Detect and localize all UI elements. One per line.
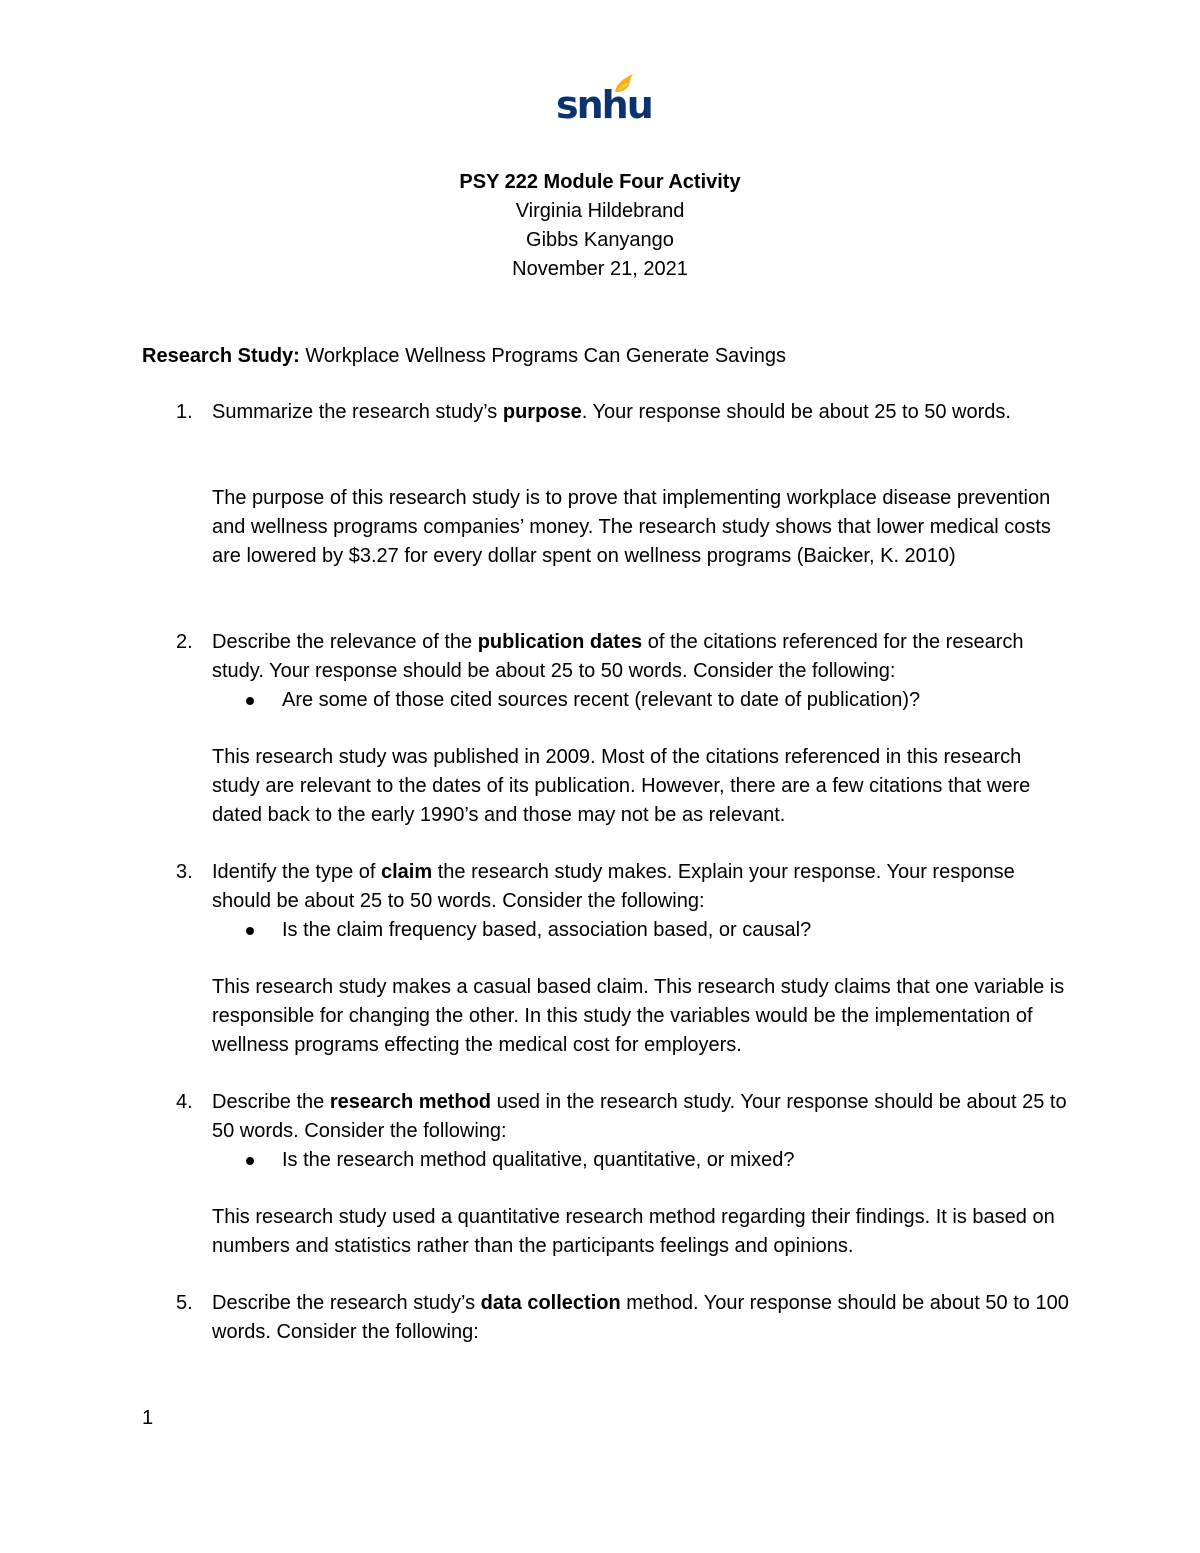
- research-study-title: Workplace Wellness Programs Can Generate Savings: [299, 345, 786, 367]
- answer-4: This research study used a quantitative research method regarding their findings. It is based on numbers and statistics rather than the participants feelings and opinions.: [212, 1206, 1055, 1257]
- question-bullet: Is the research method qualitative, quantitative, or mixed?: [282, 1146, 1072, 1175]
- question-number: 3.: [176, 861, 193, 883]
- answer-1: The purpose of this research study is to prove that implementing workplace disease prevention and wellness programs companies’ money. The research study shows that lower medical costs are lowered by $3.27 for every dollar spent on wellness programs (Baicker, K. 2010): [212, 487, 1051, 567]
- question-bullet: Are some of those cited sources recent (relevant to date of publication)?: [282, 686, 1072, 715]
- question-number: 2.: [176, 631, 193, 653]
- instructor-name: Gibbs Kanyango: [526, 229, 674, 251]
- logo-wordmark: snhu: [556, 83, 652, 127]
- question-keyword: claim: [381, 861, 433, 883]
- bullet-dot-icon: [246, 697, 254, 705]
- question-1: [142, 398, 1072, 427]
- snhu-logo: [553, 72, 652, 134]
- question-5: [142, 1289, 1072, 1347]
- question-bullet: Is the claim frequency based, association based, or causal?: [282, 916, 1072, 945]
- page-number: 1: [142, 1407, 154, 1429]
- question-keyword: publication dates: [477, 631, 643, 653]
- document-date: November 21, 2021: [512, 258, 688, 280]
- question-text: Describe the research study’s data collection method. Your response should be about 50 to 100 words. Consider the following:: [212, 1292, 1069, 1343]
- bullet-dot-icon: [246, 1157, 254, 1165]
- answer-2: This research study was published in 2009. Most of the citations referenced in this research study are relevant to the dates of its publication. However, there are a few citations that were dated back to the early 1990’s and those may not be as relevant.: [212, 746, 1031, 826]
- answer-3: This research study makes a casual based claim. This research study claims that one variable is responsible for changing the other. In this study the variables would be the implementation of wellness programs effecting the medical cost for employers.: [212, 976, 1065, 1056]
- question-number: 1.: [176, 401, 193, 423]
- question-4: [142, 1088, 1072, 1175]
- question-number: 4.: [176, 1091, 193, 1113]
- question-keyword: purpose: [502, 401, 582, 423]
- document-title: PSY 222 Module Four Activity: [459, 171, 741, 193]
- question-text: Describe the relevance of the publication dates of the citations referenced for the research study. Your response should be about 25 to 50 words. Consider the following:: [212, 631, 1024, 682]
- question-number: 5.: [176, 1292, 193, 1314]
- question-keyword: data collection: [480, 1292, 621, 1314]
- bullet-dot-icon: [246, 927, 254, 935]
- question-text: Summarize the research study’s purpose. Your response should be about 25 to 50 words.: [212, 401, 1011, 423]
- document-header: [0, 168, 1200, 284]
- question-text: Describe the research method used in the research study. Your response should be about 25 to 50 words. Consider the following:: [212, 1091, 1067, 1142]
- question-2: [142, 628, 1072, 715]
- question-text: Identify the type of claim the research study makes. Explain your response. Your response should be about 25 to 50 words. Consider the following:: [212, 861, 1015, 912]
- author-name: Virginia Hildebrand: [515, 200, 685, 222]
- research-study-label: Research Study:: [142, 345, 300, 367]
- question-keyword: research method: [329, 1091, 492, 1113]
- research-study-line: [142, 342, 786, 371]
- question-3: [142, 858, 1072, 945]
